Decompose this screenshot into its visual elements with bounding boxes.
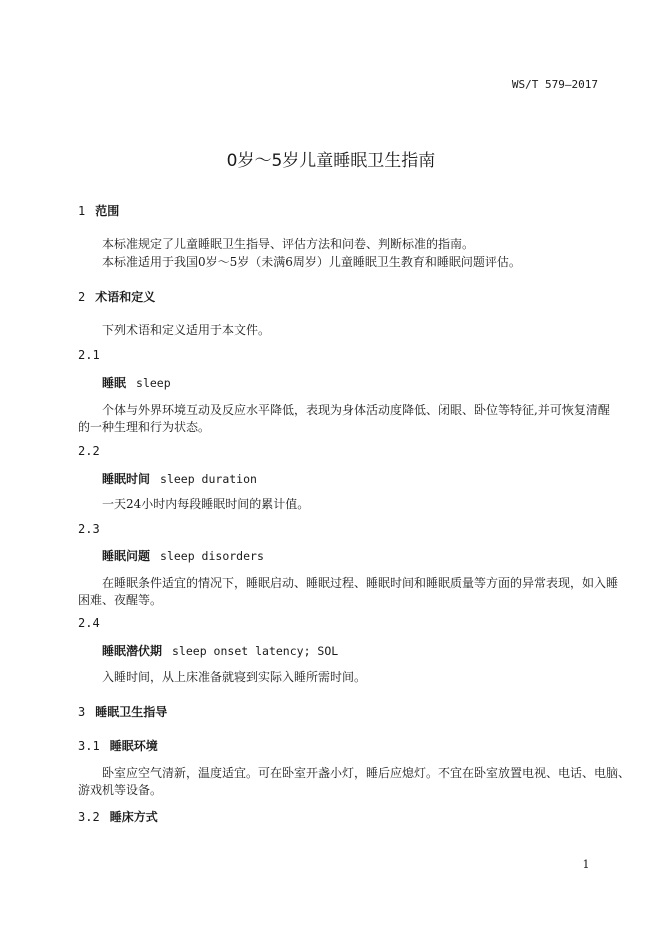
paragraph: 卧室应空气清新，温度适宜。可在卧室开盏小灯，睡后应熄灯。不宜在卧室放置电视、电话、电脑、 — [102, 766, 631, 780]
section-title: 范围 — [95, 204, 120, 218]
paragraph: 本标准适用于我国0岁～5岁（未满6周岁）儿童睡眠卫生教育和睡眠问题评估。 — [102, 255, 521, 269]
subsection-number: 3.2 — [78, 810, 100, 824]
term-english: sleep duration — [160, 472, 257, 486]
term-chinese: 睡眠潜伏期 — [102, 644, 163, 658]
subsection-3-1-heading — [78, 737, 158, 754]
section-title: 睡眠卫生指导 — [95, 705, 168, 719]
term-entry — [102, 642, 338, 659]
term-chinese: 睡眠问题 — [102, 549, 151, 563]
subsection-3-2-heading — [78, 808, 158, 825]
subsection-number: 3.1 — [78, 739, 100, 753]
paragraph: 下列术语和定义适用于本文件。 — [102, 323, 271, 337]
term-chinese: 睡眠时间 — [102, 472, 151, 486]
section-title: 术语和定义 — [95, 290, 156, 304]
paragraph-continued: 游戏机等设备。 — [78, 783, 163, 797]
standard-number: WS/T 579—2017 — [511, 78, 598, 91]
subsection-number: 2.3 — [78, 522, 100, 536]
section-number: 2 — [78, 290, 86, 304]
subsection-number: 2.1 — [78, 348, 100, 362]
subsection-number: 2.4 — [78, 616, 100, 630]
term-entry — [102, 547, 264, 564]
definition: 入睡时间，从上床准备就寝到实际入睡所需时间。 — [102, 670, 367, 684]
definition: 在睡眠条件适宜的情况下，睡眠启动、睡眠过程、睡眠时间和睡眠质量等方面的异常表现，如入睡 — [102, 576, 619, 590]
definition-continued: 困难、夜醒等。 — [78, 593, 163, 607]
section-number: 3 — [78, 705, 86, 719]
section-number: 1 — [78, 204, 86, 218]
term-entry — [102, 374, 171, 391]
term-english: sleep disorders — [160, 549, 264, 563]
subsection-title: 睡眠环境 — [109, 739, 158, 753]
subsection-title: 睡床方式 — [109, 810, 158, 824]
term-english: sleep onset latency; SOL — [172, 644, 339, 658]
definition-continued: 的一种生理和行为状态。 — [78, 420, 211, 434]
term-english: sleep — [136, 376, 171, 390]
definition: 一天24小时内每段睡眠时间的累计值。 — [102, 497, 310, 511]
section-3-heading — [78, 703, 167, 720]
document-title: 0岁～5岁儿童睡眠卫生指南 — [226, 151, 436, 171]
subsection-number: 2.2 — [78, 444, 100, 458]
section-1-heading — [78, 202, 119, 219]
section-2-heading — [78, 288, 155, 305]
definition: 个体与外界环境互动及反应水平降低，表现为身体活动度降低、闭眼、卧位等特征,并可恢复清醒 — [102, 403, 610, 417]
term-entry — [102, 470, 257, 487]
term-chinese: 睡眠 — [102, 376, 127, 390]
paragraph: 本标准规定了儿童睡眠卫生指导、评估方法和问卷、判断标准的指南。 — [102, 237, 475, 251]
page-number: 1 — [582, 858, 590, 871]
